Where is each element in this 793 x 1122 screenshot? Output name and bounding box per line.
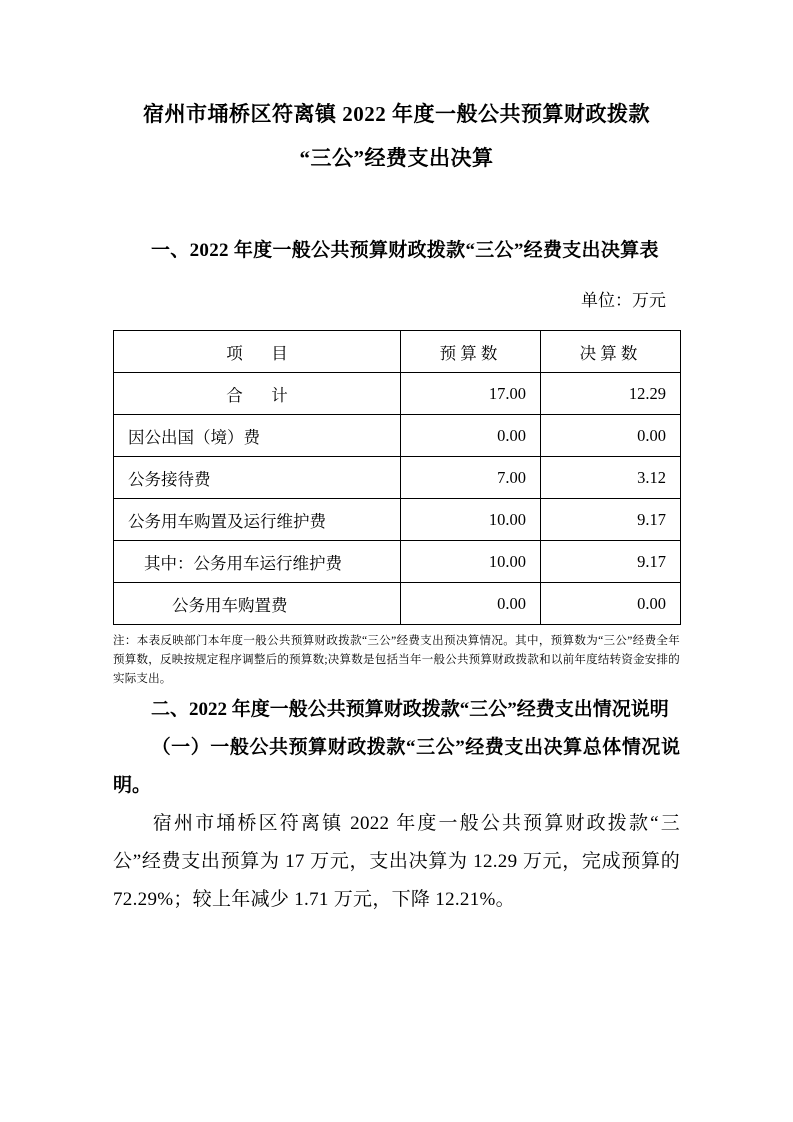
row-final: 0.00 (541, 415, 681, 457)
table-row (114, 373, 681, 415)
table-header-final: 决 算 数 (541, 331, 681, 373)
row-budget: 17.00 (401, 373, 541, 415)
paragraph-1 (113, 805, 680, 919)
row-budget: 0.00 (401, 415, 541, 457)
page-title (113, 92, 680, 180)
page-title-line-1: 宿州市埇桥区符离镇 2022 年度一般公共预算财政拨款 (143, 102, 650, 126)
table-note: 注：本表反映部门本年度一般公共预算财政拨款“三公”经费支出预决算情况。其中，预算数为“三公”经费全年预算数，反映按规定程序调整后的预算数;决算数是包括当年一般公共预算财政拨款和以前年度结转资金安排的实际支出。 (113, 635, 680, 685)
row-final: 9.17 (541, 499, 681, 541)
table-row (114, 415, 681, 457)
section-2-heading (113, 691, 680, 729)
row-final: 12.29 (541, 373, 681, 415)
section-1-heading (113, 232, 680, 270)
title-spacer (113, 180, 680, 232)
row-label: 其中：公务用车运行维护费 (114, 541, 401, 583)
row-final: 3.12 (541, 457, 681, 499)
row-label: 因公出国（境）费 (114, 415, 401, 457)
table-row (114, 583, 681, 625)
row-budget: 0.00 (401, 583, 541, 625)
row-label: 公务用车购置费 (114, 583, 401, 625)
subsection-1-heading (113, 729, 680, 805)
section-2-heading-text: 二、2022 年度一般公共预算财政拨款“三公”经费支出情况说明 (151, 699, 669, 720)
row-budget: 10.00 (401, 541, 541, 583)
table-row (114, 541, 681, 583)
section-2-block (113, 691, 680, 919)
three-public-expense-table (113, 330, 681, 625)
table-header-item: 项 目 (114, 331, 401, 373)
table-row (114, 457, 681, 499)
table-row (114, 499, 681, 541)
row-label: 公务用车购置及运行维护费 (114, 499, 401, 541)
table-header-row (114, 331, 681, 373)
section-1-heading-text: 一、2022 年度一般公共预算财政拨款“三公”经费支出决算表 (151, 240, 659, 261)
unit-label: 单位：万元 (581, 291, 666, 310)
row-budget: 7.00 (401, 457, 541, 499)
row-label: 公务接待费 (114, 457, 401, 499)
row-budget: 10.00 (401, 499, 541, 541)
subsection-1-heading-text: （一）一般公共预算财政拨款“三公”经费支出决算总体情况说明。 (113, 737, 680, 796)
row-final: 0.00 (541, 583, 681, 625)
page-title-line-2: “三公”经费支出决算 (299, 146, 494, 170)
paragraph-1-text: 宿州市埇桥区符离镇 2022 年度一般公共预算财政拨款“三公”经费支出预算为 17 万元，支出决算为 12.29 万元，完成预算的 72.29%；较上年减少 1.71 万元，下降 12.21%。 (113, 813, 680, 910)
table-header-budget: 预 算 数 (401, 331, 541, 373)
row-final: 9.17 (541, 541, 681, 583)
row-label: 合 计 (114, 373, 401, 415)
